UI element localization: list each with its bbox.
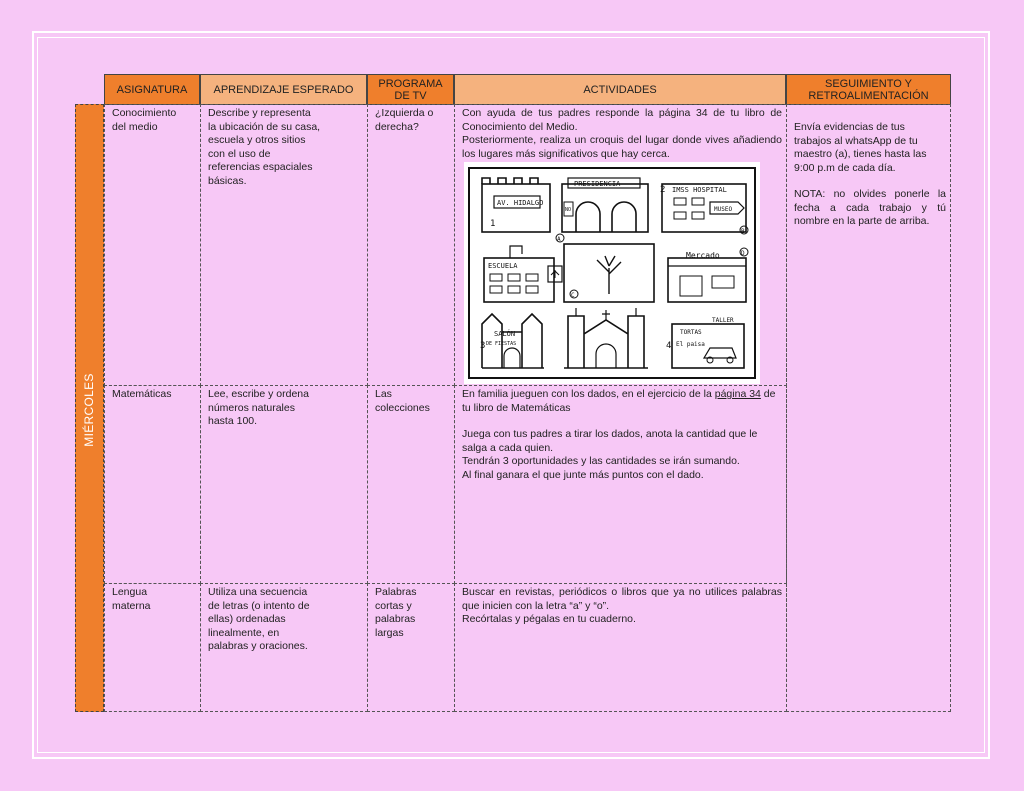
row1-actividades: Con ayuda de tus padres responde la página 34 de tu libro de Conocimiento del Medio. Posteriormente, realiza un croquis del lugar donde vives añadiendo los lugares más significativos que hay cerca. (454, 104, 787, 386)
croquis-illustration (464, 162, 760, 384)
svg-text:SALÓN: SALÓN (494, 330, 516, 338)
svg-text:4: 4 (666, 341, 672, 351)
seguimiento-cell: Envía evidencias de tus trabajos al whatsApp de tu maestro (a), tienes hasta las 9:00 p.m de cada día. NOTA: no olvides ponerle la fecha a cada trabajo y tú nombre en la parte de arriba. (786, 104, 951, 712)
building-presidencia (556, 178, 648, 243)
row2-programa: Las colecciones (367, 385, 455, 584)
svg-text:NO: NO (565, 207, 572, 213)
building-salon (480, 314, 544, 368)
svg-text:TALLER: TALLER (712, 317, 734, 324)
building-taller-tortas (666, 317, 744, 368)
row3-actividades: Buscar en revistas, periódicos o libros que ya no utilices palabras que inicien con la letra “a” y “o”. Recórtalas y pégalas en tu cuaderno. (454, 583, 787, 712)
building-hidalgo (482, 178, 550, 232)
row2-aprendizaje: Lee, escribe y ordena números naturales hasta 100. (200, 385, 368, 584)
svg-text:TORTAS: TORTAS (680, 329, 702, 336)
svg-text:3: 3 (480, 341, 486, 351)
header-asignatura: ASIGNATURA (104, 74, 200, 105)
day-label: MIÉRCOLES (82, 373, 96, 447)
svg-text:2: 2 (660, 185, 666, 195)
svg-text:B: B (741, 228, 745, 235)
header-programa: PROGRAMA DE TV (367, 74, 454, 105)
row3-aprendizaje: Utiliza una secuencia de letras (o intento de ellas) ordenadas linealmente, en palabras y oraciones. (200, 583, 368, 712)
row3-asignatura: Lengua materna (104, 583, 201, 712)
croquis-drawing (464, 162, 760, 384)
building-hospital (660, 184, 748, 235)
header-actividades: ACTIVIDADES (454, 74, 786, 105)
header-seguimiento: SEGUIMIENTO Y RETROALIMENTACIÓN (786, 74, 951, 105)
row2-asignatura: Matemáticas (104, 385, 201, 584)
svg-text:AV. HIDALGO: AV. HIDALGO (497, 199, 544, 207)
svg-text:Mercado: Mercado (686, 251, 720, 260)
svg-text:PRESIDENCIA: PRESIDENCIA (574, 180, 621, 188)
row1-programa: ¿Izquierda o derecha? (367, 104, 455, 386)
header-aprendizaje: APRENDIZAJE ESPERADO (200, 74, 367, 105)
svg-text:A: A (557, 236, 561, 243)
svg-text:MUSEO: MUSEO (714, 206, 733, 213)
svg-text:D: D (741, 250, 745, 257)
svg-text:El paisa: El paisa (676, 341, 705, 348)
building-mercado (668, 248, 748, 302)
pagina-34-link[interactable]: página 34 (714, 388, 761, 400)
svg-text:C: C (571, 292, 575, 299)
row3-programa: Palabras cortas y palabras largas (367, 583, 455, 712)
row1-asignatura: Conocimiento del medio (104, 104, 201, 386)
row2-actividades: En familia jueguen con los dados, en el ejercicio de la página 34 de tu libro de Matemáticas Juega con tus padres a tirar los dados, anota la cantidad que le salga a cada quien. Tendrán 3 oportunidades y las cantidades se irán sumando. Al final ganara el que junte más puntos con el dado. (454, 385, 787, 584)
row1-aprendizaje: Describe y representa la ubicación de su casa, escuela y otros sitios con el uso de referencias espaciales básicas. (200, 104, 368, 386)
svg-text:DE FIESTAS: DE FIESTAS (486, 341, 517, 347)
svg-text:1: 1 (490, 219, 496, 229)
svg-text:ESCUELA: ESCUELA (488, 262, 518, 270)
building-iglesia (564, 308, 648, 368)
svg-text:IMSS HOSPITAL: IMSS HOSPITAL (672, 186, 727, 194)
